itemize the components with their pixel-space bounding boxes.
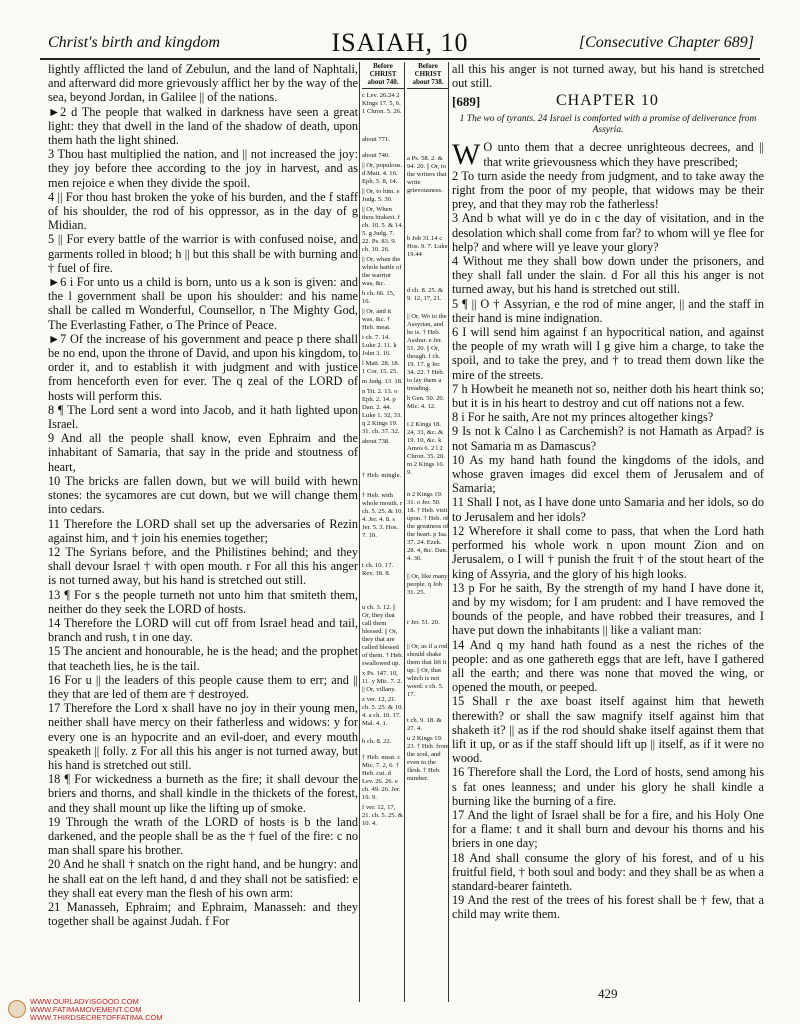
verse: 3 Thou hast multiplied the nation, and || not increased the joy: they joy before thee according to the joy in harvest, and as men rejoice e when they divide the spoil. bbox=[48, 147, 358, 190]
text-column-left bbox=[48, 62, 358, 928]
margin-note: b ch. 8. 22. bbox=[362, 738, 392, 745]
margin-note: || Or, When thou brakest. f ch. 10. 5. & 14. 5. g Judg. 7. 22. Ps. 83. 9. ch. 10. 26. bbox=[362, 206, 404, 253]
margin-note: u 2 Kings 19. 23. † Heb. from the soul, and even to the flesh. † Heb. number. bbox=[407, 735, 449, 782]
margin-note: h Gen. 50. 20. Mic. 4. 12. bbox=[407, 395, 445, 410]
margin-note: f ver. 12, 17, 21. ch. 5. 25. & 10. 4. bbox=[362, 804, 404, 827]
margin-note: i ch. 7. 14. Luke 2. 11. k John 3. 16. bbox=[362, 334, 397, 357]
margin-note: t ch. 9. 18. & 27. 4. bbox=[407, 717, 442, 732]
chapter-heading bbox=[452, 94, 764, 112]
verse: 17 And the light of Israel shall be for a fire, and his Holy One for a flame: t and it shall burn and devour his thorns and his briers in one day; bbox=[452, 807, 764, 851]
column-rule bbox=[359, 62, 360, 1002]
verse: 5 || For every battle of the warrior is with confused noise, and garments rolled in blood; h || but this shall be with burning and † fuel of fire. bbox=[48, 232, 358, 275]
margin-note: c Lev. 26.24 2 Kings 17. 5, 6. 1 Chron. 5. 26. bbox=[362, 92, 402, 115]
page-number: 429 bbox=[598, 986, 618, 1001]
margin-note: † Heb. with whole mouth. r ch. 5. 25. & 10. 4. Jer. 4. 8. s Jer. 5. 3. Hos. 7. 10. bbox=[362, 492, 404, 539]
margin-note: b Job 31.14 c Hos. 9. 7. Luke 19.44 bbox=[407, 235, 448, 258]
margin-note: a Ps. 58. 2. & 94. 20. || Or, to the writers that write grievousness. bbox=[407, 155, 447, 194]
verse-text: O unto them that a decree unrighteous decrees, and || that write grievousness which they have prescribed; bbox=[483, 140, 764, 169]
chapter-title: CHAPTER 10 bbox=[556, 92, 659, 110]
verse: 15 Shall r the axe boast itself against him that heweth therewith? or shall the saw magnify itself against him that shaketh it? || as if the rod should shake itself against them that lift it up, or as if the staff should lift up || itself, as if it were no wood. bbox=[452, 694, 764, 766]
verse: ►6 i For unto us a child is born, unto us a k son is given: and the l government shall be upon his shoulder: and his name shall be called m Wonderful, Counsellor, n The Mighty God, The Everlasting Father, o The Prince of Peace. bbox=[48, 275, 358, 332]
verse: 12 Wherefore it shall come to pass, that when the Lord hath performed his whole work n upon mount Zion and on Jerusalem, o I will † punish the fruit † of the stout heart of the king of Assyria, and the glory of his high looks. bbox=[452, 523, 764, 581]
margin-note: about 740. bbox=[362, 152, 390, 159]
margin-note: m Judg. 13. 18. bbox=[362, 378, 403, 385]
book-chapter-title: ISAIAH, 10 bbox=[331, 28, 469, 57]
margin-notes-left bbox=[362, 62, 404, 830]
verse: 9 And all the people shall know, even Ephraim and the inhabitant of Samaria, that say in the pride and stoutness of heart, bbox=[48, 431, 358, 474]
verse: ►2 d The people that walked in darkness have seen a great light: they that dwell in the land of the shadow of death, upon them hath the light shined. bbox=[48, 104, 358, 148]
verse: 10 As my hand hath found the kingdoms of the idols, and whose graven images did excel them of Jerusalem and of Samaria; bbox=[452, 452, 764, 496]
margin-note: || Or, like many people. q Job 31. 25. bbox=[407, 573, 448, 596]
margin-note: about 738. bbox=[362, 438, 390, 445]
verse: all this his anger is not turned away, but his hand is stretched out still. bbox=[452, 62, 764, 91]
verse: ►7 Of the increase of his government and peace p there shall be no end, upon the throne of David, and upon his kingdom, to order it, and to establish it with judgment and with justice from henceforth even for ever. The q zeal of the LORD of hosts will perform this. bbox=[48, 331, 358, 403]
verse: 21 Manasseh, Ephraim; and Ephraim, Manasseh: and they together shall be against Judah. f For bbox=[48, 899, 358, 929]
margin-note: n Tit. 2. 13. o Eph. 2. 14. p Dan. 2. 44. Luke 1. 32, 33. q 2 Kings 19. 31. ch. 37. 32. bbox=[362, 388, 402, 435]
verse: 4 || For thou hast broken the yoke of his burden, and the f staff of his shoulder, the rod of his oppressor, as in the day of g Midian. bbox=[48, 189, 358, 233]
drop-cap: W bbox=[452, 138, 481, 172]
verse: 9 Is not k Calno l as Carchemish? is not Hamath as Arpad? is not Samaria m as Damascus? bbox=[452, 424, 764, 453]
chapter-summary: 1 The wo of tyrants. 24 Israel is comforted with a promise of deliverance from Assyria. bbox=[459, 114, 757, 136]
running-head-left: Christ's birth and kingdom bbox=[48, 34, 220, 51]
margin-note: r Jer. 51. 20. bbox=[407, 619, 440, 626]
website-link[interactable]: WWW.OURLADYISGOOD.COM bbox=[30, 997, 139, 1006]
margin-note: l Matt. 28. 18. 1 Cor. 15. 25. bbox=[362, 360, 400, 375]
verse: 14 And q my hand hath found as a nest the riches of the people: and as one gathereth eggs that are left, have I gathered all the earth; and there was none that moved the wing, or opened the mouth, or peeped. bbox=[452, 637, 764, 695]
margin-note: u ch. 3. 12. || Or, they that call them blessed. || Or, they that are called blessed of them. † Heb. swallowed up. bbox=[362, 604, 404, 667]
margin-note: about 771. bbox=[362, 136, 390, 143]
verse: 13 p For he saith, By the strength of my hand I have done it, and by my wisdom; for I am prudent: and I have removed the bounds of the people, and have robbed their treasures, and I have put down the inhabitants || like a valiant man: bbox=[452, 580, 764, 638]
page-header bbox=[40, 28, 760, 60]
margin-note: x Ps. 147. 10, 11. y Mic. 7. 2. || Or, villany. bbox=[362, 670, 403, 693]
verse: 8 i For he saith, Are not my princes altogether kings? bbox=[452, 410, 714, 425]
website-list bbox=[30, 998, 163, 1022]
margin-note: || Or, Wo to the Assyrian, and he is. † Heb. Asshur. e Jer. 51. 20. || Or, though. f ch. 19. 17. g Jer. 34. 22. † Heb. to lay them a treading. bbox=[407, 313, 447, 392]
verse: 18 ¶ For wickedness a burneth as the fire; it shall devour the briers and thorns, and shall kindle in the thickets of the forest, and they shall mount up like the lifting up of smoke. bbox=[48, 772, 358, 815]
verse: 17 Therefore the Lord x shall have no joy in their young men, neither shall have mercy on their fatherless and widows: y for every one is an hypocrite and an evil-doer, and every mouth speaketh || folly. z For all this his anger is not turned away, but his hand is stretched out still. bbox=[48, 701, 358, 772]
column-rule bbox=[404, 62, 405, 1002]
margin-note: h ch. 66. 15, 16. bbox=[362, 290, 395, 305]
verse: 3 And b what will ye do in c the day of visitation, and in the desolation which shall come from far? to whom will ye flee for help? and where will ye leave your glory? bbox=[452, 211, 764, 254]
running-head-right: [Consecutive Chapter 689] bbox=[578, 34, 754, 51]
margin-note: || Or, as if a rod should shake them that lift it up. || Or, that which is not wood. s ch. 5. 17. bbox=[407, 643, 448, 698]
verse: 8 ¶ The Lord sent a word into Jacob, and it hath lighted upon Israel. bbox=[48, 402, 358, 432]
verse: 6 I will send him against f an hypocritical nation, and against the people of my wrath will I g give him a charge, to take the spoil, and to take the prey, and † to tread them down like the mire of the streets. bbox=[452, 325, 764, 382]
verse: 19 Through the wrath of the LORD of hosts is b the land darkened, and the people shall be as the † fuel of the fire: c no man shall spare his brother. bbox=[48, 814, 358, 858]
website-link[interactable]: WWW.FATIMAMOVEMENT.COM bbox=[30, 1005, 142, 1014]
margin-note: i 2 Kings 18. 24, 33, &c. & 19. 10, &c. k Amos 6. 2 l 2 Chron. 35. 20. m 2 Kings 16. 9. bbox=[407, 421, 445, 476]
margin-note: || Or, and it was, &c. † Heb. meat. bbox=[362, 308, 392, 331]
margin-note: z ver. 12, 21. ch. 5. 25. & 10. 4. a ch. 10. 17. Mal. 4. 1. bbox=[362, 696, 404, 727]
verse: 14 Therefore the LORD will cut off from Israel head and tail, branch and rush, t in one day. bbox=[48, 615, 358, 645]
date-header: Before CHRIST about 738. bbox=[407, 62, 449, 89]
verse: 13 ¶ For s the people turneth not unto him that smiteth them, neither do they seek the LORD of hosts. bbox=[48, 587, 358, 616]
verse: 2 To turn aside the needy from judgment, and to take away the right from the poor of my people, that widows may be their prey, and that they may rob the fatherless! bbox=[452, 168, 764, 212]
verse: 20 And he shall † snatch on the right hand, and be hungry: and he shall eat on the left hand, d and they shall not be satisfied: e they shall eat every man the flesh of his own arm: bbox=[48, 857, 358, 900]
margin-note: || Or, populous. d Matt. 4. 16. Eph. 5. 8, 14. bbox=[362, 162, 403, 185]
margin-note: || Or, to him. e Judg. 5. 30. bbox=[362, 188, 400, 203]
verse: 16 Therefore shall the Lord, the Lord of hosts, send among his s fat ones leanness; and under his glory he shall kindle a burning like the burning of a fire. bbox=[452, 765, 764, 808]
verse: 4 Without me they shall bow down under the prisoners, and they shall fall under the slain. d For all this his anger is not turned away, but his hand is stretched out still. bbox=[452, 254, 764, 297]
verse: lightly afflicted the land of Zebulun, and the land of Naphtali, and afterward did more grievously afflict her by the way of the sea, beyond Jordan, in Galilee || of the nations. bbox=[48, 62, 358, 105]
consecutive-chapter-number: [689] bbox=[452, 94, 481, 110]
verse: 19 And the rest of the trees of his forest shall be † few, that a child may write them. bbox=[452, 893, 764, 922]
verse bbox=[452, 138, 764, 172]
verse: 16 For u || the leaders of this people cause them to err; and || they that are led of them are † destroyed. bbox=[48, 672, 358, 701]
verse: 11 Therefore the LORD shall set up the adversaries of Rezin against him, and † join his enemies together; bbox=[48, 516, 358, 545]
verse: 5 ¶ || O † Assyrian, e the rod of mine anger, || and the staff in their hand is mine indignation. bbox=[452, 296, 764, 325]
text-column-right bbox=[452, 62, 764, 922]
verse: 10 The bricks are fallen down, but we will build with hewn stones: the sycamores are cut down, but we will change them into cedars. bbox=[48, 473, 358, 517]
margin-note: † Heb. meat. c Mic. 7. 2, 6. † Heb. cut. d Lev. 26. 26. e ch. 49. 26. Jer. 19. 9. bbox=[362, 754, 401, 801]
margin-note: || Or, when the whole battle of the warrior was, &c. bbox=[362, 256, 402, 287]
margin-note: t ch. 10. 17. Rev. 18. 8. bbox=[362, 562, 394, 577]
verse: 15 The ancient and honourable, he is the head; and the prophet that teacheth lies, he is the tail. bbox=[48, 644, 358, 673]
date-header: Before CHRIST about 740. bbox=[362, 62, 404, 89]
verse: 12 The Syrians before, and the Philistines behind; and they shall devour Israel † with open mouth. r For all this his anger is not turned away, but his hand is stretched out still. bbox=[48, 544, 358, 588]
margin-note: n 2 Kings 19. 31. o Jer. 50. 18. † Heb. visit upon. † Heb. of the greatness of the heart. p Isa. 37. 24. Ezek. 28. 4, &c. Dan. 4. 30. bbox=[407, 491, 449, 562]
website-link[interactable]: WWW.THIRDSECRETOFFATIMA.COM bbox=[30, 1013, 163, 1022]
margin-note: † Heb. mingle. bbox=[362, 472, 402, 479]
seal-icon bbox=[8, 1000, 26, 1018]
verse: 7 h Howbeit he meaneth not so, neither doth his heart think so; but it is in his heart to destroy and cut off nations not a few. bbox=[452, 381, 764, 411]
margin-notes-right bbox=[407, 62, 449, 785]
verse: 11 Shall I not, as I have done unto Samaria and her idols, so do to Jerusalem and her idols? bbox=[452, 495, 764, 524]
margin-note: d ch. 8. 25. & 9. 12, 17, 21. bbox=[407, 287, 444, 302]
verse: 18 And shall consume the glory of his forest, and of u his fruitful field, † both soul and body: and they shall be as when a standard-bearer fainteth. bbox=[452, 850, 764, 893]
